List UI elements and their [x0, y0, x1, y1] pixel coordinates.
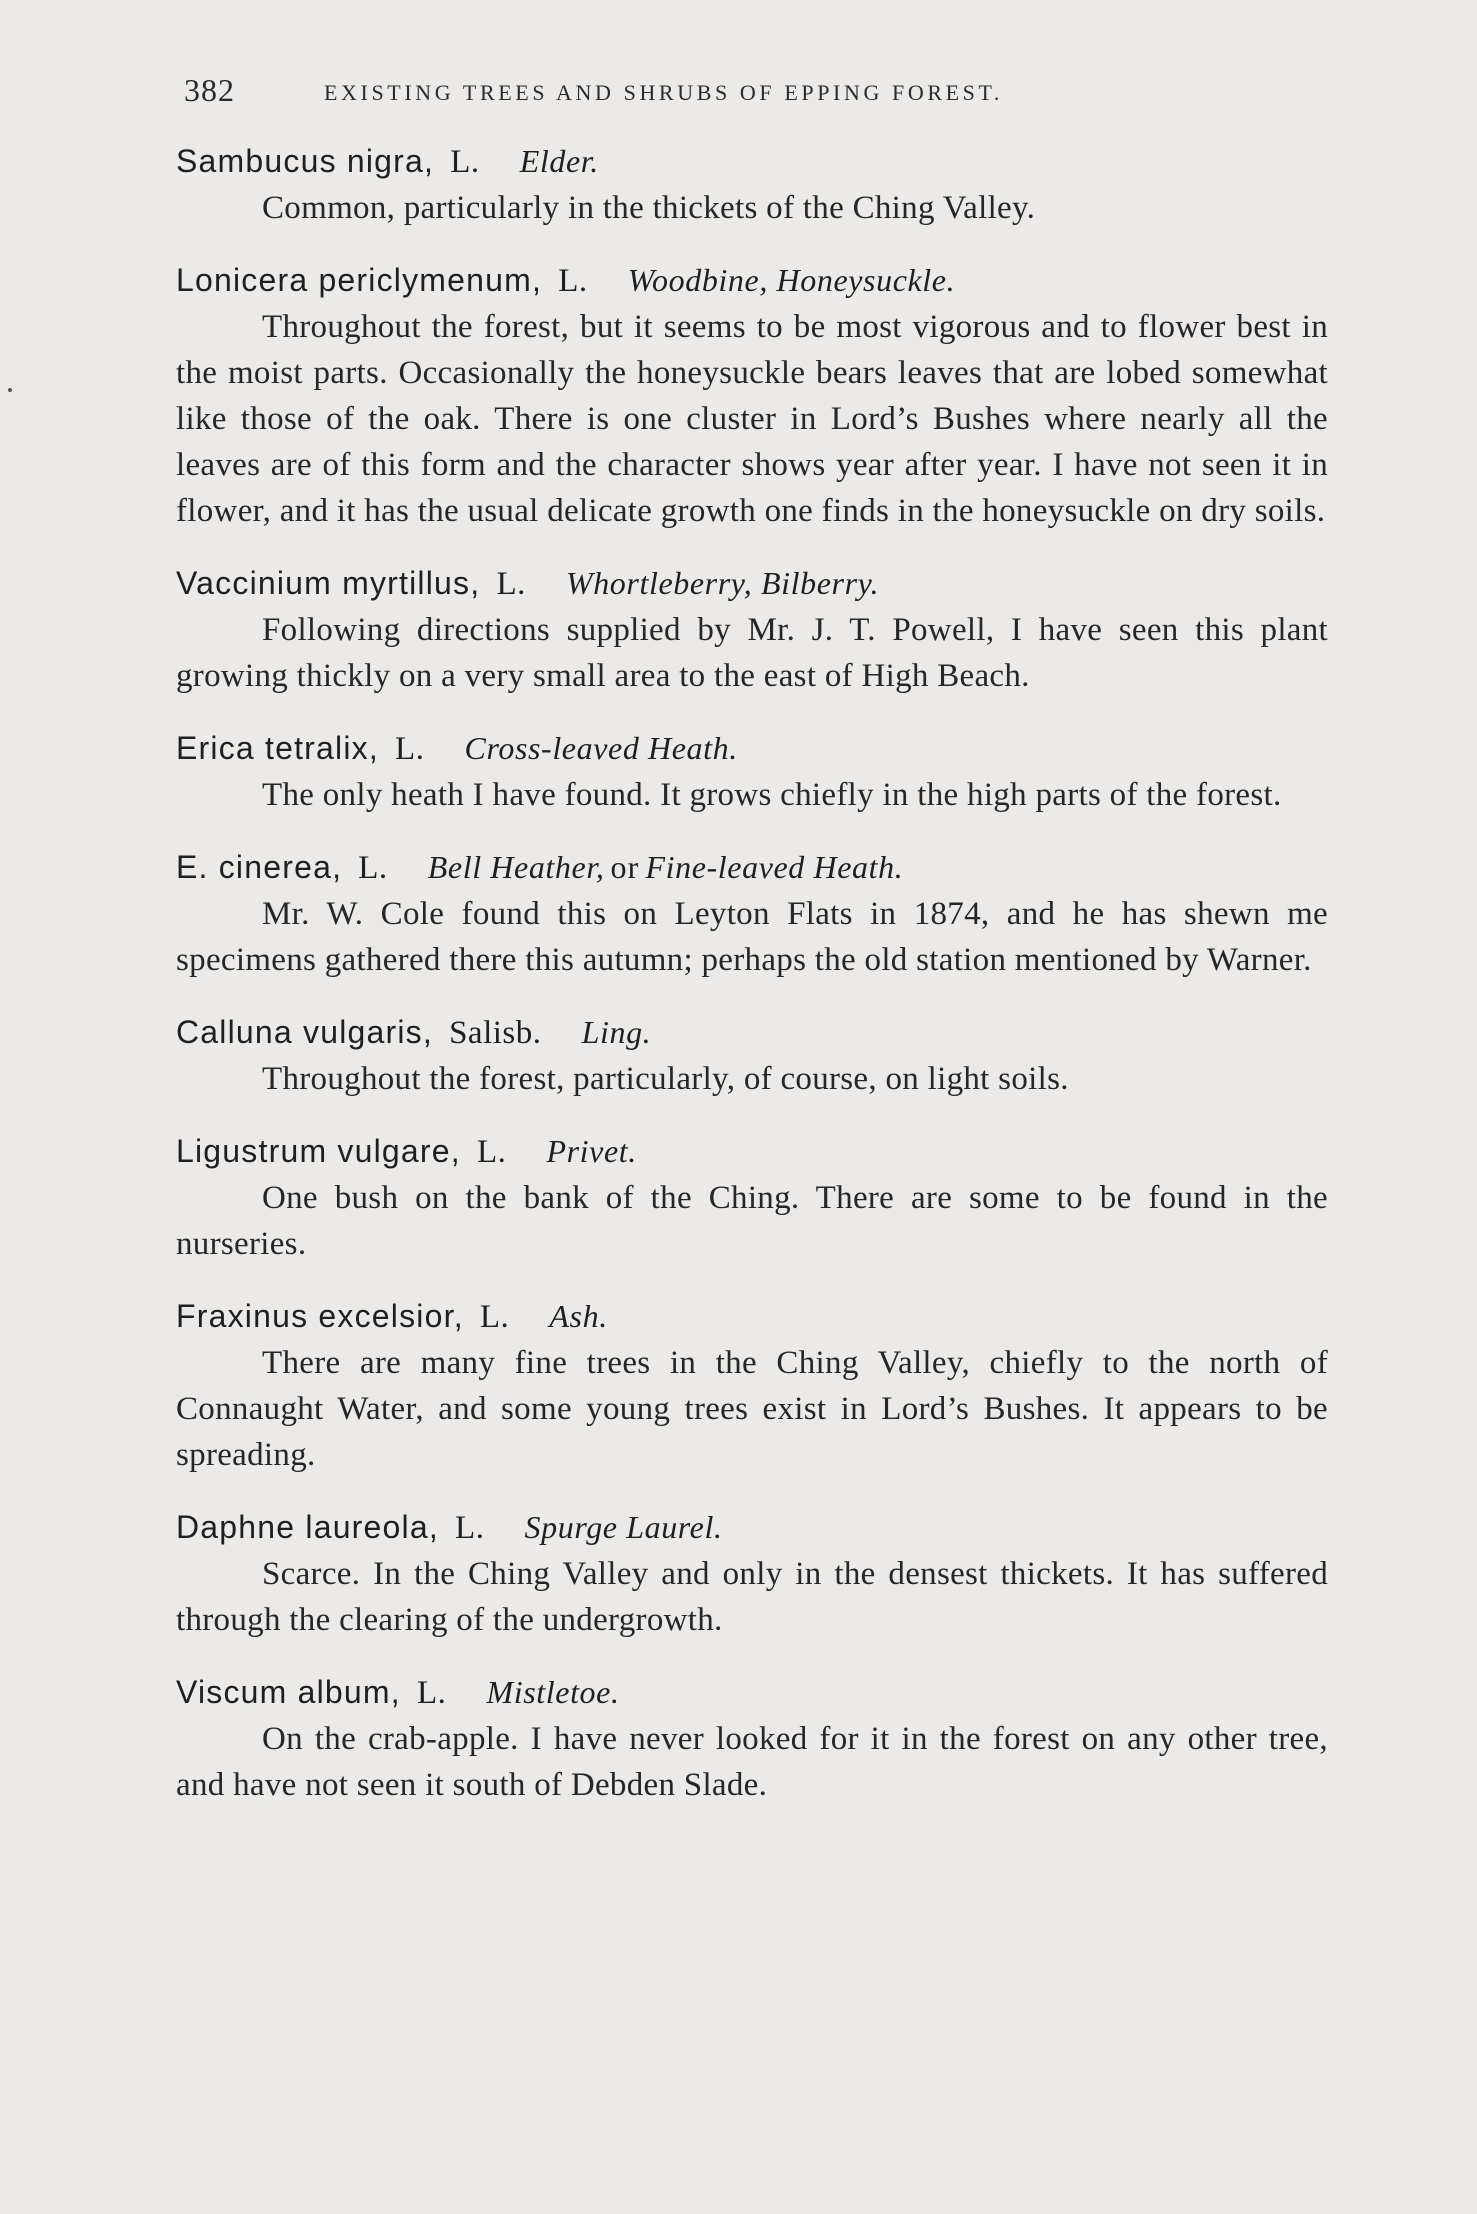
common-name: Whortleberry, Bilberry. — [565, 565, 880, 601]
common-name: Cross-leaved Heath. — [464, 730, 738, 766]
common-name: Privet. — [546, 1133, 637, 1169]
species-description: One bush on the bank of the Ching. There are some to be found in the nurseries. — [176, 1180, 1328, 1262]
name-joiner: or — [610, 849, 640, 885]
species-description: The only heath I have found. It grows chiefly in the high parts of the forest. — [262, 777, 1282, 813]
species-heading — [176, 725, 1328, 772]
latin-name: Lonicera periclymenum, — [176, 262, 543, 298]
species-entry-viscum — [176, 1669, 1328, 1808]
species-entry-lonicera — [176, 257, 1328, 534]
authority: L. — [358, 850, 388, 886]
running-title: EXISTING TREES AND SHRUBS OF EPPING FOREST. — [324, 80, 1004, 105]
latin-name: Daphne laureola, — [176, 1509, 439, 1545]
authority: L. — [476, 1134, 507, 1170]
common-name: Bell Heather, — [427, 849, 605, 885]
common-name-alt: Fine-leaved Heath. — [645, 849, 904, 885]
authority: L. — [416, 1675, 447, 1711]
latin-name: Fraxinus excelsior, — [176, 1298, 464, 1334]
authority: L. — [450, 144, 480, 180]
species-list — [176, 138, 1328, 1834]
page-number: 382 — [184, 72, 235, 108]
species-heading — [176, 1669, 1328, 1716]
species-description: Mr. W. Cole found this on Leyton Flats in 1874, and he has shewn me specimens gathered there this autumn; perhaps the old station mentioned by Warner. — [176, 896, 1328, 978]
authority: L. — [558, 263, 588, 299]
common-name: Elder. — [519, 143, 599, 179]
species-entry-vaccinium — [176, 560, 1328, 699]
species-description: Following directions supplied by Mr. J. T. Powell, I have seen this plant growing thickly on a very small area to the east of High Beach. — [176, 612, 1328, 694]
species-description: Throughout the forest, particularly, of course, on light soils. — [262, 1061, 1069, 1097]
latin-name: Vaccinium myrtillus, — [176, 565, 481, 601]
common-name: Woodbine, Honeysuckle. — [627, 262, 956, 298]
species-entry-ligustrum — [176, 1128, 1328, 1267]
authority: L. — [395, 731, 425, 767]
common-name: Spurge Laurel. — [524, 1509, 723, 1545]
common-name: Ash. — [549, 1298, 608, 1334]
species-heading — [176, 560, 1328, 607]
authority: L. — [455, 1510, 485, 1546]
latin-name: Sambucus nigra, — [176, 143, 435, 179]
latin-name: E. cinerea, — [176, 849, 343, 885]
species-description: Common, particularly in the thickets of the Ching Valley. — [262, 190, 1036, 226]
species-description: Scarce. In the Ching Valley and only in the densest thickets. It has suffered through the clearing of the undergrowth. — [176, 1556, 1328, 1638]
authority: Salisb. — [449, 1015, 542, 1051]
latin-name: Erica tetralix, — [176, 730, 379, 766]
species-entry-sambucus — [176, 138, 1328, 231]
authority: L. — [479, 1299, 510, 1335]
species-entry-cinerea — [176, 844, 1328, 983]
species-heading — [176, 1293, 1328, 1340]
species-heading — [176, 1128, 1328, 1175]
species-heading — [176, 257, 1328, 304]
common-name: Mistletoe. — [486, 1674, 620, 1710]
common-name: Ling. — [581, 1014, 652, 1050]
species-heading — [176, 844, 1328, 891]
species-heading — [176, 138, 1328, 185]
species-heading — [176, 1504, 1328, 1551]
species-entry-erica — [176, 725, 1328, 818]
authority: L. — [496, 566, 526, 602]
species-entry-fraxinus — [176, 1293, 1328, 1478]
latin-name: Ligustrum vulgare, — [176, 1133, 461, 1169]
species-description: Throughout the forest, but it seems to be most vigorous and to flower best in the moist parts. Occasionally the honeysuckle bears leaves that are lobed somewhat like those of the oak. There is one cluster in Lord’s Bushes where nearly all the leaves are of this form and the character shows year after year. I have not seen it in flower, and it has the usual delicate growth one finds in the honeysuckle on dry soils. — [176, 309, 1328, 529]
latin-name: Viscum album, — [176, 1674, 401, 1710]
species-entry-calluna — [176, 1009, 1328, 1102]
species-description: On the crab-apple. I have never looked for it in the forest on any other tree, and have not seen it south of Debden Slade. — [176, 1721, 1328, 1803]
running-head — [184, 72, 1284, 112]
species-entry-daphne — [176, 1504, 1328, 1643]
species-heading — [176, 1009, 1328, 1056]
print-speck — [8, 388, 12, 392]
latin-name: Calluna vulgaris, — [176, 1014, 433, 1050]
species-description: There are many fine trees in the Ching Valley, chiefly to the north of Connaught Water, and some young trees exist in Lord’s Bushes. It appears to be spreading. — [176, 1345, 1328, 1473]
